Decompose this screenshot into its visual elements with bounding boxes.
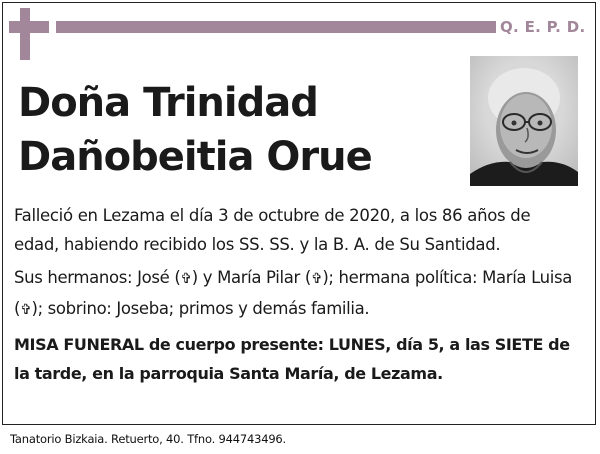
name-line-2: Dañobeitia Orue <box>18 134 372 180</box>
header-rule <box>56 21 496 33</box>
portrait-image <box>470 56 578 186</box>
cross-icon <box>20 8 30 60</box>
cross-icon: ✞ <box>20 302 32 318</box>
portrait-photo <box>470 56 578 186</box>
family-text-2: ) y María Pilar ( <box>191 268 311 287</box>
name-line-1: Doña Trinidad <box>18 80 318 126</box>
funeral-home-footer: Tanatorio Bizkaia. Retuerto, 40. Tfno. 944743496. <box>10 432 287 446</box>
family-text-1: Sus hermanos: José ( <box>14 268 181 287</box>
deceased-name <box>18 76 372 184</box>
qepd-label: Q. E. P. D. <box>500 18 586 36</box>
cross-icon: ✞ <box>180 271 192 287</box>
cross-icon: ✞ <box>310 271 323 287</box>
family-text-4: ); sobrino: Joseba; primos y demás familia. <box>31 299 370 318</box>
death-notice-paragraph: Falleció en Lezama el día 3 de octubre de 2020, a los 86 años de edad, habiendo recibido los SS. SS. y la B. A. de Su Santidad. <box>14 206 531 254</box>
funeral-mass-paragraph: MISA FUNERAL de cuerpo presente: LUNES, día 5, a las SIETE de la tarde, en la parroquia Santa María, de Lezama. <box>14 335 570 383</box>
family-paragraph <box>14 263 574 325</box>
cross-icon-bar <box>9 21 49 33</box>
family-text-3: ); hermana política: María Luisa ( <box>14 268 572 318</box>
